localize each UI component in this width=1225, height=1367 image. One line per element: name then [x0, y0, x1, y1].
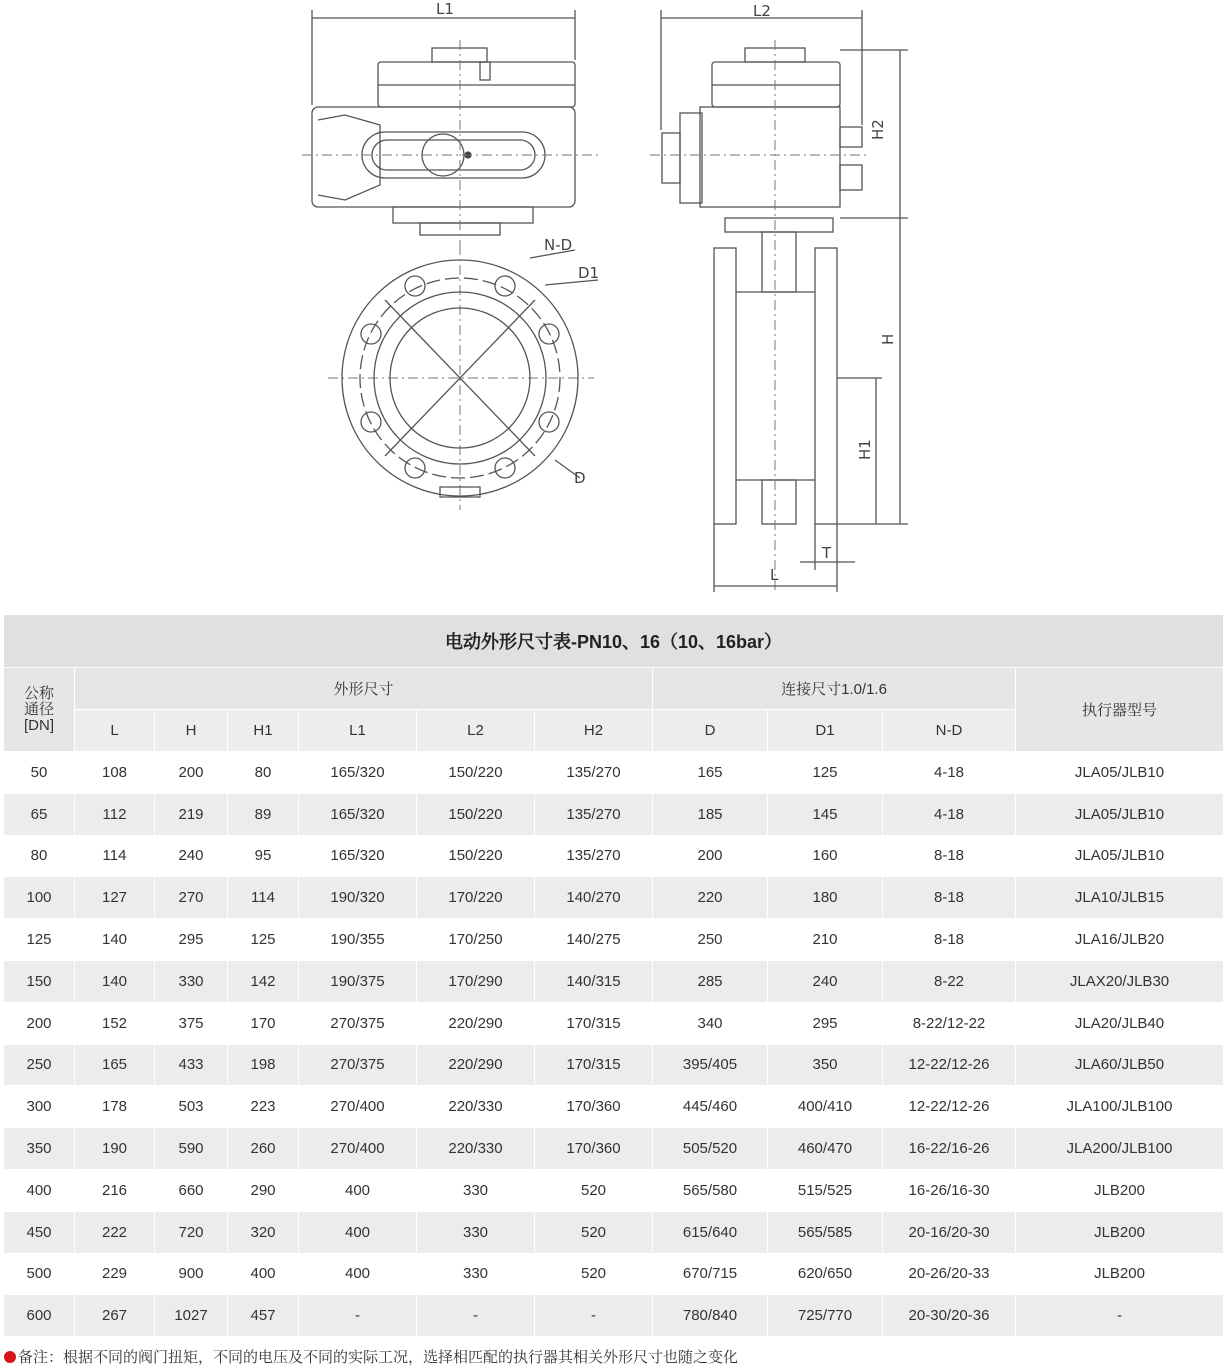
table-cell: 565/580 [653, 1169, 768, 1211]
front-flange [342, 250, 598, 497]
table-cell: - [299, 1295, 417, 1337]
footnote-text: 备注：根据不同的阀门扭矩，不同的电压及不同的实际工况，选择相匹配的执行器其相关外形尺寸也随之变化 [18, 1349, 739, 1366]
table-title: 电动外形尺寸表-PN10、16（10、16bar） [4, 615, 1224, 668]
table-cell: 170/315 [535, 1002, 653, 1044]
table-cell: 190/320 [299, 877, 417, 919]
table-cell: 350 [4, 1128, 75, 1170]
table-cell: 270/400 [299, 1128, 417, 1170]
label-L: L [770, 566, 779, 584]
table-row [4, 1086, 1224, 1128]
table-cell: JLA20/JLB40 [1016, 1002, 1224, 1044]
table-cell: 20-26/20-33 [883, 1253, 1016, 1295]
table-cell: 505/520 [653, 1128, 768, 1170]
dn-header: 公称 通径 [DN] [4, 668, 75, 752]
table-row [4, 1211, 1224, 1253]
table-cell: 260 [228, 1128, 299, 1170]
table-cell: 16-26/16-30 [883, 1169, 1016, 1211]
table-cell: 660 [155, 1169, 228, 1211]
label-H2: H2 [869, 119, 887, 140]
table-cell: 725/770 [768, 1295, 883, 1337]
table-cell: 460/470 [768, 1128, 883, 1170]
table-cell: 395/405 [653, 1044, 768, 1086]
side-view [662, 48, 862, 524]
table-cell: 223 [228, 1086, 299, 1128]
table-cell: 615/640 [653, 1211, 768, 1253]
table-cell: 565/585 [768, 1211, 883, 1253]
table-cell: 450 [4, 1211, 75, 1253]
table-cell: 20-30/20-36 [883, 1295, 1016, 1337]
table-body [4, 752, 1224, 1337]
table-cell: JLA05/JLB10 [1016, 835, 1224, 877]
table-cell: 190/375 [299, 960, 417, 1002]
table-cell: 520 [535, 1169, 653, 1211]
table-cell: - [1016, 1295, 1224, 1337]
table-cell: 80 [228, 752, 299, 794]
table-cell: 142 [228, 960, 299, 1002]
table-cell: 330 [417, 1253, 535, 1295]
table-cell: 375 [155, 1002, 228, 1044]
connection-dims-header: 连接尺寸1.0/1.6 [653, 668, 1016, 710]
dimension-table [3, 614, 1224, 1337]
table-cell: 400/410 [768, 1086, 883, 1128]
table-row [4, 752, 1224, 794]
table-cell: 290 [228, 1169, 299, 1211]
table-cell: 170/290 [417, 960, 535, 1002]
table-cell: 178 [75, 1086, 155, 1128]
outline-dims-header: 外形尺寸 [75, 668, 653, 710]
table-cell: 400 [299, 1169, 417, 1211]
table-cell: 89 [228, 793, 299, 835]
table-cell: 185 [653, 793, 768, 835]
table-cell: 140 [75, 960, 155, 1002]
label-H: H [879, 333, 897, 345]
table-cell: 780/840 [653, 1295, 768, 1337]
table-cell: 135/270 [535, 752, 653, 794]
table-cell: JLA10/JLB15 [1016, 877, 1224, 919]
table-cell: 600 [4, 1295, 75, 1337]
table-cell: 65 [4, 793, 75, 835]
table-cell: 350 [768, 1044, 883, 1086]
label-T: T [822, 544, 832, 562]
label-D: D [574, 469, 586, 487]
table-cell: JLAX20/JLB30 [1016, 960, 1224, 1002]
table-cell: 400 [4, 1169, 75, 1211]
col-header-H: H [155, 710, 228, 752]
table-cell: 210 [768, 919, 883, 961]
table-cell: 150/220 [417, 752, 535, 794]
table-cell: 125 [228, 919, 299, 961]
table-row [4, 1044, 1224, 1086]
table-cell: 400 [299, 1211, 417, 1253]
table-cell: 220/290 [417, 1002, 535, 1044]
label-L1: L1 [436, 0, 454, 18]
col-header-L1: L1 [299, 710, 417, 752]
label-L2: L2 [753, 2, 771, 20]
table-cell: 100 [4, 877, 75, 919]
table-cell: 590 [155, 1128, 228, 1170]
table-row [4, 1253, 1224, 1295]
table-cell: JLA05/JLB10 [1016, 793, 1224, 835]
table-cell: 165 [653, 752, 768, 794]
col-header-H2: H2 [535, 710, 653, 752]
table-cell: 165/320 [299, 835, 417, 877]
table-cell: 4-18 [883, 793, 1016, 835]
table-cell: 125 [4, 919, 75, 961]
table-cell: 20-16/20-30 [883, 1211, 1016, 1253]
table-cell: 150/220 [417, 835, 535, 877]
table-cell: 12-22/12-26 [883, 1086, 1016, 1128]
table-cell: 200 [4, 1002, 75, 1044]
table-cell: 220/290 [417, 1044, 535, 1086]
table-cell: 160 [768, 835, 883, 877]
table-cell: JLB200 [1016, 1253, 1224, 1295]
table-cell: 140/270 [535, 877, 653, 919]
table-cell: 220 [653, 877, 768, 919]
table-cell: 12-22/12-26 [883, 1044, 1016, 1086]
table-cell: 8-22 [883, 960, 1016, 1002]
table-cell: 300 [4, 1086, 75, 1128]
table-cell: 520 [535, 1211, 653, 1253]
table-cell: 400 [228, 1253, 299, 1295]
table-cell: 200 [155, 752, 228, 794]
table-cell: 50 [4, 752, 75, 794]
table-cell: 229 [75, 1253, 155, 1295]
table-cell: 515/525 [768, 1169, 883, 1211]
table-cell: 8-22/12-22 [883, 1002, 1016, 1044]
table-cell: 720 [155, 1211, 228, 1253]
table-cell: 170/315 [535, 1044, 653, 1086]
red-dot-icon [4, 1351, 16, 1363]
table-cell: JLB200 [1016, 1169, 1224, 1211]
col-header-N-D: N-D [883, 710, 1016, 752]
table-cell: 8-18 [883, 877, 1016, 919]
table-cell: 8-18 [883, 835, 1016, 877]
valve-drawing-svg [0, 0, 1225, 610]
table-cell: 190/355 [299, 919, 417, 961]
label-H1: H1 [856, 439, 874, 460]
table-cell: 330 [417, 1211, 535, 1253]
table-row [4, 1295, 1224, 1337]
table-cell: 152 [75, 1002, 155, 1044]
table-cell: JLA100/JLB100 [1016, 1086, 1224, 1128]
table-cell: 200 [653, 835, 768, 877]
front-actuator [312, 48, 575, 235]
table-cell: 270/375 [299, 1002, 417, 1044]
table-cell: 295 [155, 919, 228, 961]
table-cell: 190 [75, 1128, 155, 1170]
table-cell: JLA200/JLB100 [1016, 1128, 1224, 1170]
table-row [4, 960, 1224, 1002]
table-cell: 150 [4, 960, 75, 1002]
table-cell: 503 [155, 1086, 228, 1128]
table-cell: 270/400 [299, 1086, 417, 1128]
table-cell: 140/315 [535, 960, 653, 1002]
table-cell: 320 [228, 1211, 299, 1253]
table-cell: 114 [75, 835, 155, 877]
table-cell: 4-18 [883, 752, 1016, 794]
table-cell: 330 [417, 1169, 535, 1211]
table-cell: 198 [228, 1044, 299, 1086]
table-cell: 170/360 [535, 1086, 653, 1128]
table-cell: 219 [155, 793, 228, 835]
table-cell: 250 [653, 919, 768, 961]
table-cell: 150/220 [417, 793, 535, 835]
table-cell: 670/715 [653, 1253, 768, 1295]
table-cell: 285 [653, 960, 768, 1002]
table-row [4, 835, 1224, 877]
col-header-L2: L2 [417, 710, 535, 752]
table-cell: 240 [155, 835, 228, 877]
table-cell: 457 [228, 1295, 299, 1337]
table-cell: 135/270 [535, 835, 653, 877]
table-cell: 140/275 [535, 919, 653, 961]
table-cell: 170 [228, 1002, 299, 1044]
table-row [4, 1128, 1224, 1170]
table-cell: 127 [75, 877, 155, 919]
table-cell: 330 [155, 960, 228, 1002]
table-cell: 520 [535, 1253, 653, 1295]
table-cell: 170/360 [535, 1128, 653, 1170]
table-cell: 165 [75, 1044, 155, 1086]
table-cell: 1027 [155, 1295, 228, 1337]
table-row [4, 1169, 1224, 1211]
table-cell: 220/330 [417, 1086, 535, 1128]
table-cell: JLA05/JLB10 [1016, 752, 1224, 794]
table-cell: 900 [155, 1253, 228, 1295]
table-cell: 400 [299, 1253, 417, 1295]
table-cell: 180 [768, 877, 883, 919]
table-cell: JLB200 [1016, 1211, 1224, 1253]
table-cell: 112 [75, 793, 155, 835]
table-row [4, 1002, 1224, 1044]
table-cell: 220/330 [417, 1128, 535, 1170]
table-cell: 170/220 [417, 877, 535, 919]
table-cell: JLA60/JLB50 [1016, 1044, 1224, 1086]
label-D1: D1 [578, 264, 600, 282]
table-row [4, 877, 1224, 919]
technical-drawing [0, 0, 1225, 610]
col-header-L: L [75, 710, 155, 752]
table-cell: 16-22/16-26 [883, 1128, 1016, 1170]
table-cell: 433 [155, 1044, 228, 1086]
table-cell: 165/320 [299, 793, 417, 835]
table-cell: 108 [75, 752, 155, 794]
table-cell: 145 [768, 793, 883, 835]
table-cell: 140 [75, 919, 155, 961]
table-cell: 216 [75, 1169, 155, 1211]
table-cell: 135/270 [535, 793, 653, 835]
table-cell: 114 [228, 877, 299, 919]
dimension-table-wrapper [3, 614, 1223, 1337]
table-cell: 222 [75, 1211, 155, 1253]
table-row [4, 919, 1224, 961]
actuator-model-header: 执行器型号 [1016, 668, 1224, 752]
col-header-D1: D1 [768, 710, 883, 752]
table-cell: 165/320 [299, 752, 417, 794]
table-cell: 620/650 [768, 1253, 883, 1295]
table-cell: - [535, 1295, 653, 1337]
table-cell: 340 [653, 1002, 768, 1044]
table-row [4, 793, 1224, 835]
label-N-D: N-D [544, 236, 573, 254]
table-cell: 267 [75, 1295, 155, 1337]
table-cell: 500 [4, 1253, 75, 1295]
table-cell: - [417, 1295, 535, 1337]
table-cell: 270 [155, 877, 228, 919]
table-cell: 170/250 [417, 919, 535, 961]
table-cell: JLA16/JLB20 [1016, 919, 1224, 961]
table-cell: 125 [768, 752, 883, 794]
table-cell: 80 [4, 835, 75, 877]
col-header-D: D [653, 710, 768, 752]
table-cell: 270/375 [299, 1044, 417, 1086]
col-header-H1: H1 [228, 710, 299, 752]
table-cell: 8-18 [883, 919, 1016, 961]
table-cell: 445/460 [653, 1086, 768, 1128]
table-cell: 240 [768, 960, 883, 1002]
table-cell: 250 [4, 1044, 75, 1086]
table-cell: 95 [228, 835, 299, 877]
table-cell: 295 [768, 1002, 883, 1044]
